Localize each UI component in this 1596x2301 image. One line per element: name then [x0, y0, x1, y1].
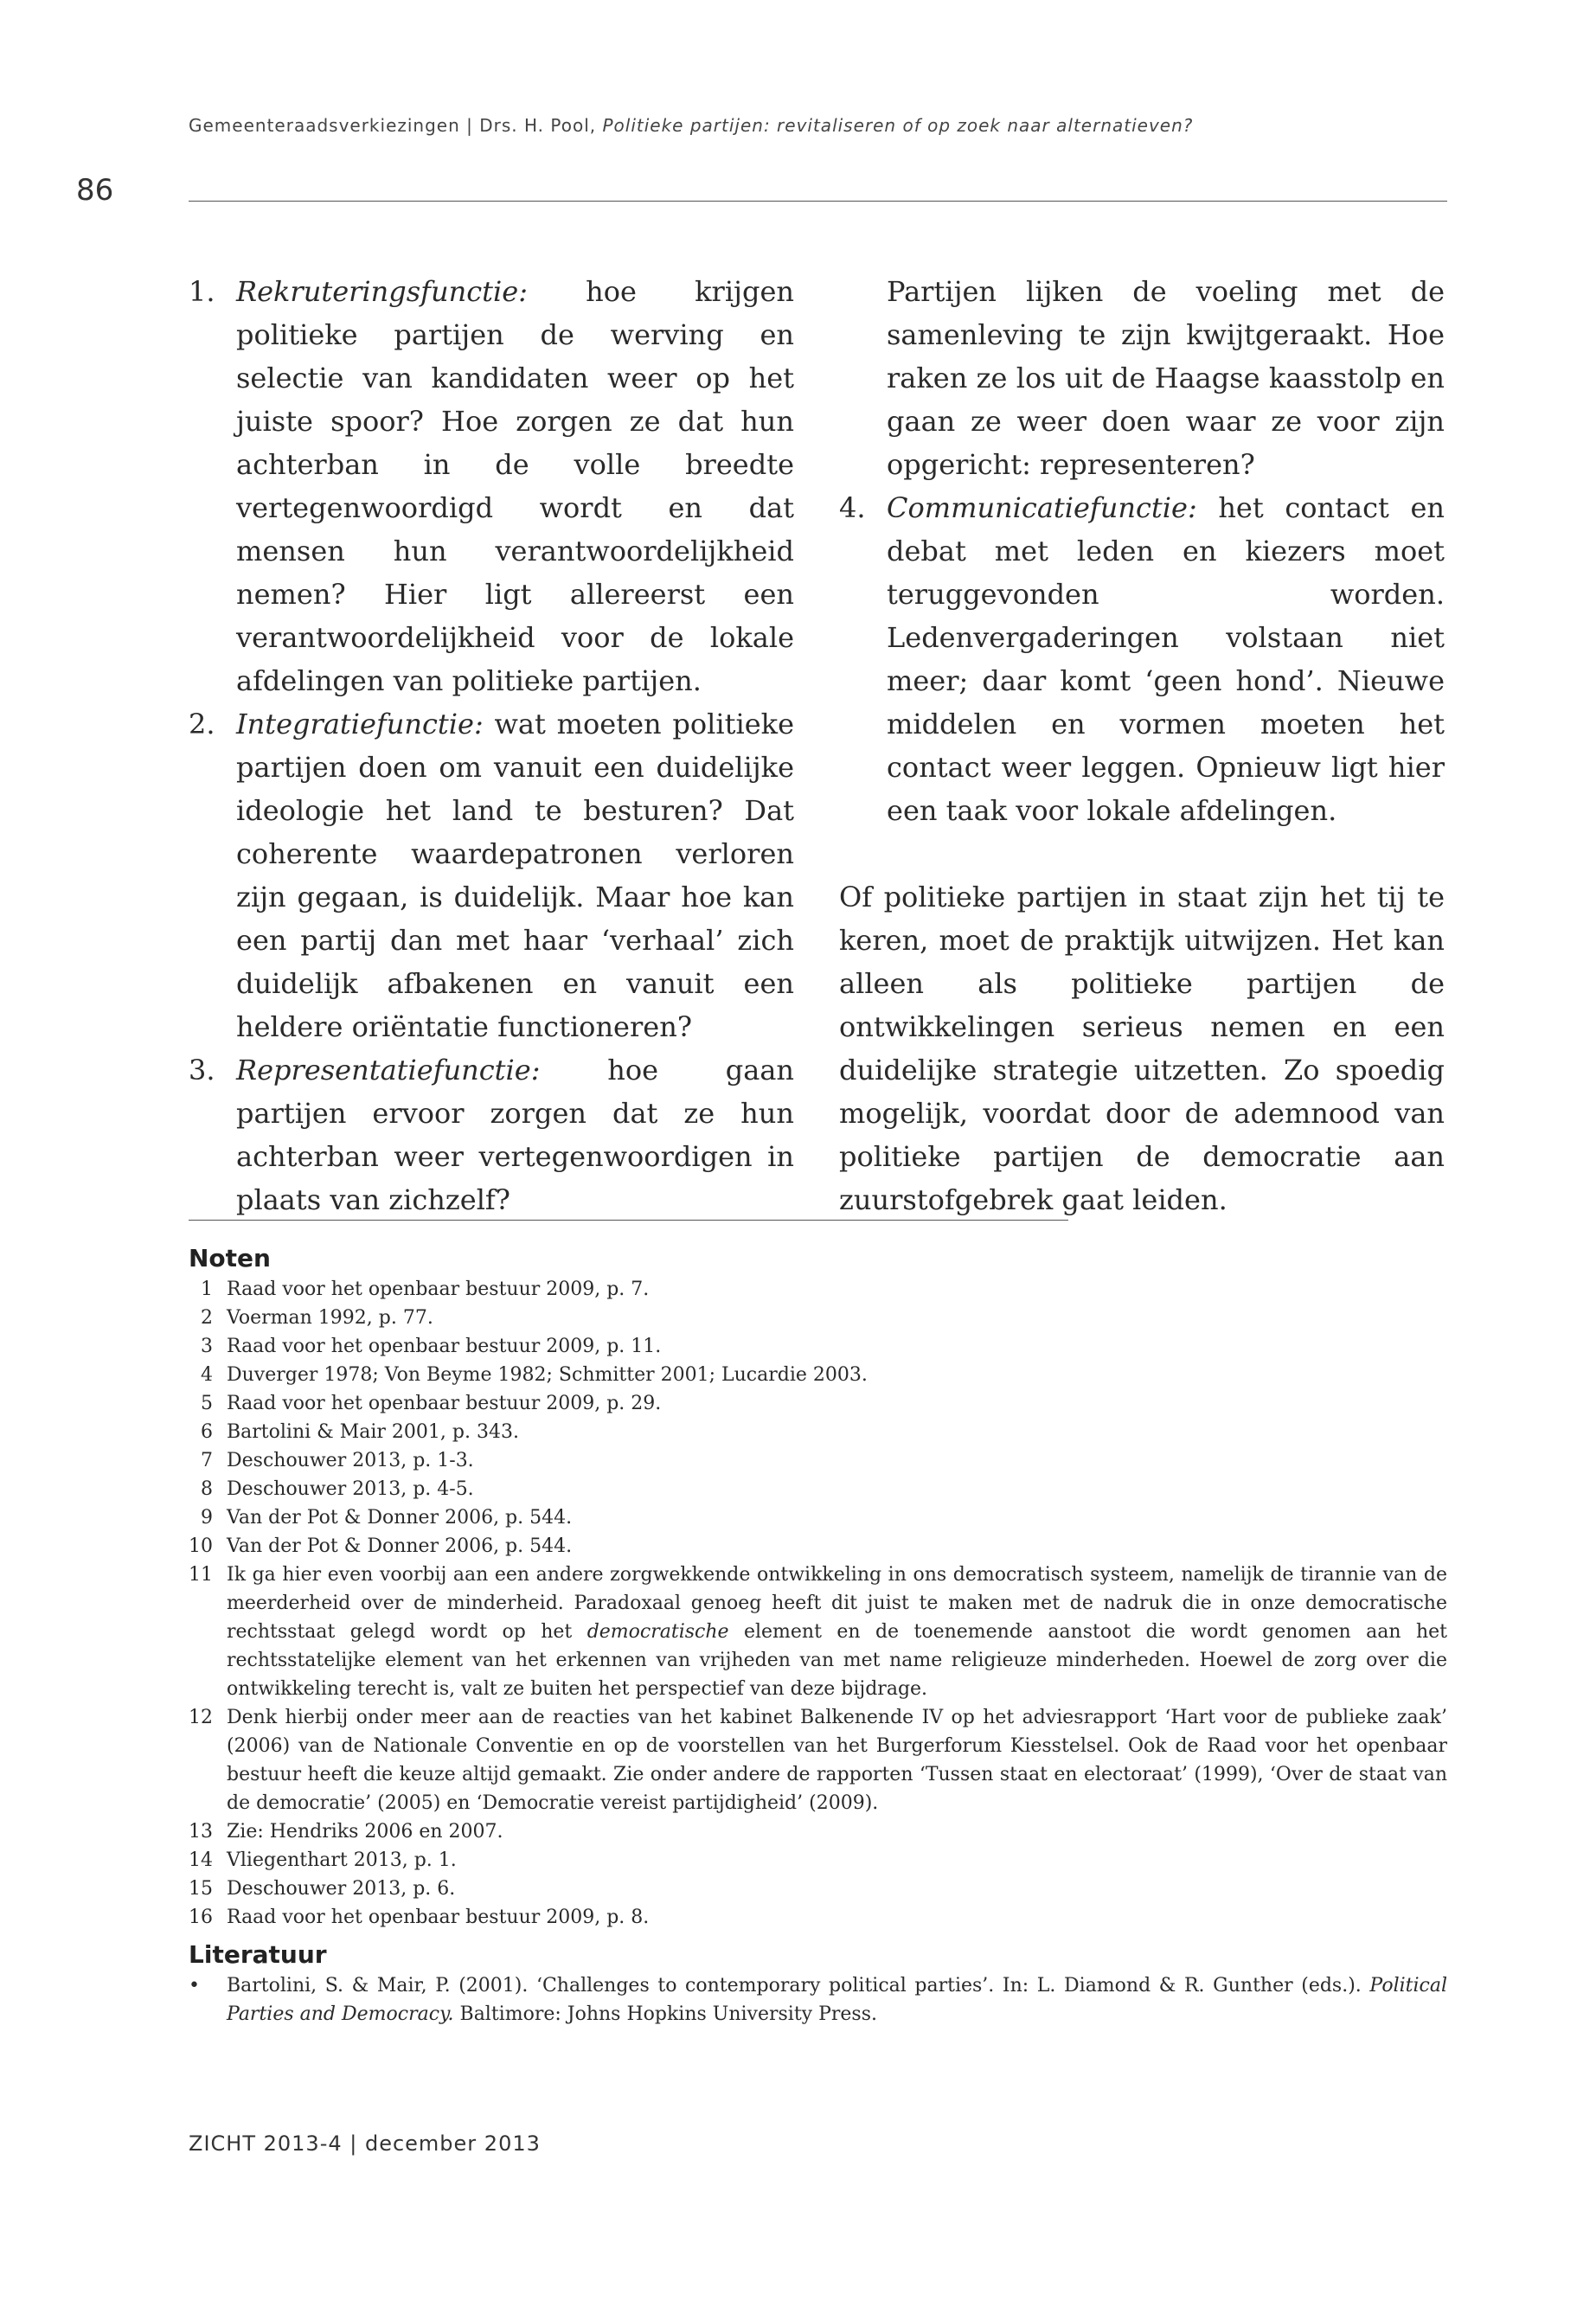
note-text: Raad voor het openbaar bestuur 2009, p. 29.: [227, 1393, 662, 1414]
function-term: Representatiefunctie:: [236, 1054, 541, 1086]
note-item: [189, 1846, 1447, 1875]
note-text: Vliegenthart 2013, p. 1.: [227, 1849, 457, 1871]
note-number: 10: [189, 1535, 213, 1557]
header-divider: [189, 201, 1447, 202]
function-term: Integratiefunctie:: [236, 708, 484, 740]
list-item-integratie: [189, 702, 794, 1048]
note-item: [189, 1446, 1447, 1475]
note-text: Raad voor het openbaar bestuur 2009, p. 8.: [227, 1907, 650, 1928]
right-column: [839, 270, 1445, 1221]
note-item: [189, 1875, 1447, 1903]
note-item: [189, 1332, 1447, 1361]
note-number: 3: [201, 1336, 213, 1357]
note-text: Raad voor het openbaar bestuur 2009, p. 7.: [227, 1279, 650, 1300]
note-number: 12: [189, 1707, 213, 1728]
literature-list: [189, 1971, 1447, 2029]
note-emphasis: democratische: [586, 1621, 729, 1643]
function-text: Partijen lijken de voeling met de samenleving te zijn kwijtgeraakt. Hoe raken ze los uit de Haagse kaasstolp en gaan ze weer doen waar ze voor zijn opgericht: representeren?: [887, 275, 1445, 481]
list-number: 2.: [189, 708, 215, 740]
note-item: [189, 1304, 1447, 1332]
function-text: wat moeten politieke partijen doen om vanuit een duidelijke ideologie het land te besturen? Dat coherente waardepatronen verloren zijn gegaan, is duidelijk. Maar hoe kan een partij dan met haar ‘verhaal’ zich duidelijk afbakenen en vanuit een heldere oriëntatie functioneren?: [236, 708, 794, 1043]
list-number: 4.: [839, 491, 866, 524]
list-item-rekrutering: [189, 270, 794, 702]
note-number: 16: [189, 1907, 213, 1928]
note-text: element en de toenemende aanstoot die wordt genomen aan het rechtsstatelijke element van het erkennen van vrijheden van met name religieuze minderheden. Hoewel de zorg over die ontwikkeling terecht is, valt ze buiten het perspectief van deze bijdrage.: [227, 1621, 1447, 1700]
note-item: [189, 1275, 1447, 1304]
note-number: 8: [201, 1478, 213, 1500]
note-text: Ik ga hier even voorbij aan een andere zorgwekkende ontwikkeling in ons democratisch systeem, namelijk de tirannie van de meerderheid over de minderheid. Paradoxaal genoeg heeft dit juist te maken met de nadruk die in onze democratische rechtsstaat gelegd wordt op het: [227, 1564, 1447, 1643]
note-text: Duverger 1978; Von Beyme 1982; Schmitter 2001; Lucardie 2003.: [227, 1364, 868, 1386]
note-number: 9: [201, 1507, 213, 1529]
conclusion-paragraph: Of politieke partijen in staat zijn het tij te keren, moet de praktijk uitwijzen. Het kan alleen als politieke partijen de ontwikkelingen serieus nemen en een duidelijke strategie uitzetten. Zo spoedig mogelijk, voordat door de ademnood van politieke partijen de democratie aan zuurstofgebrek gaat leiden.: [839, 881, 1445, 1216]
list-item-communicatie: [839, 486, 1445, 832]
note-text: Voerman 1992, p. 77.: [227, 1307, 433, 1329]
note-text: Deschouwer 2013, p. 1-3.: [227, 1450, 474, 1471]
note-text: Deschouwer 2013, p. 4-5.: [227, 1478, 474, 1500]
note-number: 7: [201, 1450, 213, 1471]
running-head: [189, 115, 1193, 136]
note-item: [189, 1475, 1447, 1503]
function-term: Rekruteringsfunctie:: [236, 275, 528, 308]
note-text: Van der Pot & Donner 2006, p. 544.: [227, 1535, 573, 1557]
literature-text: Baltimore: Johns Hopkins University Press.: [453, 2003, 877, 2025]
note-text: Van der Pot & Donner 2006, p. 544.: [227, 1507, 573, 1529]
literature-heading: Literatuur: [189, 1940, 327, 1969]
literature-item: [189, 1971, 1447, 2029]
note-number: 14: [189, 1849, 213, 1871]
note-text: Denk hierbij onder meer aan de reacties van het kabinet Balkenende IV op het adviesrapport ‘Hart voor de publieke zaak’ (2006) van de Nationale Conventie en op de voorstellen van het Burgerforum Kiesstelsel. Ook de Raad voor het openbaar bestuur heeft die keuze altijd gemaakt. Zie onder andere de rapporten ‘Tussen staat en electoraat’ (1999), ‘Over de staat van de democratie’ (2005) en ‘Democratie vereist partijdigheid’ (2009).: [227, 1707, 1447, 1814]
paragraph-gap: [839, 832, 1445, 875]
running-head-title: Politieke partijen: revitaliseren of op zoek naar alternatieven?: [602, 115, 1194, 136]
note-text: Raad voor het openbaar bestuur 2009, p. 11.: [227, 1336, 662, 1357]
note-item: [189, 1703, 1447, 1817]
note-number: 2: [201, 1307, 213, 1329]
list-number: 3.: [189, 1054, 215, 1086]
note-item: [189, 1361, 1447, 1389]
bullet: •: [189, 1975, 200, 1997]
note-item: [189, 1903, 1447, 1932]
note-item: [189, 1532, 1447, 1561]
literature-text: Bartolini, S. & Mair, P. (2001). ‘Challenges to contemporary political parties’. In: L. Diamond & R. Gunther (eds.).: [227, 1975, 1370, 1997]
list-item-representatie: [189, 1048, 794, 1221]
note-text: Bartolini & Mair 2001, p. 343.: [227, 1421, 519, 1443]
running-head-author: Gemeenteraadsverkiezingen | Drs. H. Pool,: [189, 115, 603, 136]
note-text: Zie: Hendriks 2006 en 2007.: [227, 1821, 503, 1843]
note-number: 4: [201, 1364, 213, 1386]
footer: ZICHT 2013-4 | december 2013: [189, 2131, 541, 2156]
notes-divider: [189, 1220, 1068, 1221]
note-number: 11: [189, 1564, 213, 1586]
list-item-representatie-continued: [839, 270, 1445, 486]
note-number: 13: [189, 1821, 213, 1843]
note-item: [189, 1817, 1447, 1846]
notes-heading: Noten: [189, 1244, 271, 1272]
notes-list: [189, 1275, 1447, 1932]
note-number: 6: [201, 1421, 213, 1443]
function-text: het contact en debat met leden en kiezers moet teruggevonden worden. Ledenvergaderingen volstaan niet meer; daar komt ‘geen hond’. Nieuwe middelen en vormen moeten het contact weer leggen. Opnieuw ligt hier een taak voor lokale afdelingen.: [887, 491, 1445, 827]
function-term: Communicatiefunctie:: [887, 491, 1197, 524]
function-text: hoe krijgen politieke partijen de werving en selectie van kandidaten weer op het juiste spoor? Hoe zorgen ze dat hun achterban in de volle breedte vertegenwoordigd wordt en dat mensen hun verantwoordelijkheid nemen? Hier ligt allereerst een verantwoordelijkheid voor de lokale afdelingen van politieke partijen.: [236, 275, 794, 697]
note-number: 5: [201, 1393, 213, 1414]
literature-book-title: Political Parties and Democracy.: [227, 1975, 1447, 2025]
note-item: [189, 1561, 1447, 1703]
note-text: Deschouwer 2013, p. 6.: [227, 1878, 456, 1900]
note-item: [189, 1418, 1447, 1446]
page-number: 86: [76, 173, 114, 208]
note-number: 1: [201, 1279, 213, 1300]
left-column: [189, 270, 794, 1221]
note-item: [189, 1503, 1447, 1532]
note-number: 15: [189, 1878, 213, 1900]
function-text: hoe gaan partijen ervoor zorgen dat ze hun achterban weer vertegenwoordigen in plaats van zichzelf?: [236, 1054, 794, 1216]
note-item: [189, 1389, 1447, 1418]
list-number: 1.: [189, 275, 215, 308]
